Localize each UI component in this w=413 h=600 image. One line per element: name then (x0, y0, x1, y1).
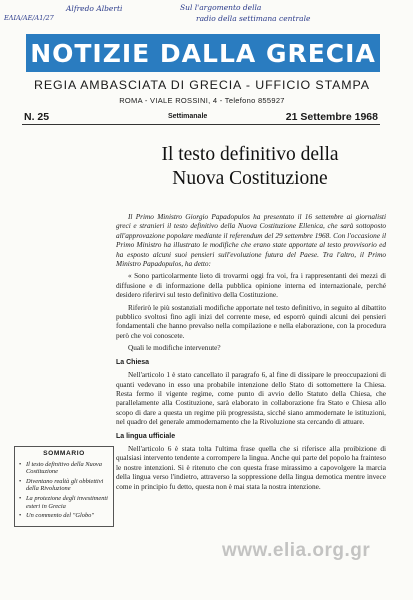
summary-title: SOMMARIO (43, 450, 85, 457)
issue-bar (22, 110, 380, 125)
masthead (26, 34, 380, 72)
publisher-address: ROMA - VIALE ROSSINI, 4 - Telefono 855927 (119, 96, 285, 105)
issue-frequency: Settimanale (168, 113, 208, 120)
bullet-icon: • (19, 494, 22, 502)
summary-item: • Diventano realtà gli obbiettivi della Rivoluzione (19, 477, 104, 493)
masthead-title: NOTIZIE DALLA GRECIA (30, 38, 376, 68)
section-heading: La lingua ufficiale (116, 432, 176, 440)
summary-box (14, 446, 114, 527)
headline-line: Il testo definitivo della (161, 144, 339, 165)
article-paragraph: Nell'articolo 1 è stato cancellato il paragrafo 6, al fine di dissipare le preoccupazioni di quanti vedevano in esso una probabile intenzione dello Stato di sottomettere la Chiesa. Resta fermo il vigente regime, come punto di avvio dello Statuto della Chiesa, che parallelamente alla Costituzione, sarà elaborato in collaborazione fra Stato e Chiesa allo scopo di dare a questa un regime più progressista, sicché siano ammodernate le istituzioni, nel quadro del generale ammodernamento che la Rivoluzione sta cercando di attuare. (116, 370, 386, 427)
issue-number: N. 25 (24, 111, 50, 123)
handwritten-note: Sul l'argomento della (180, 3, 262, 12)
bullet-icon: • (19, 477, 22, 485)
bullet-icon: • (19, 512, 22, 520)
article-headline (100, 143, 400, 191)
section-heading: La Chiesa (116, 358, 150, 366)
handwritten-notes (0, 2, 413, 36)
archive-reference: EΛΙΑ/ΑΕ/Α1/27 (4, 14, 54, 22)
issue-date: 21 Settembre 1968 (285, 111, 378, 123)
article-paragraph: Nell'articolo 6 è stata tolta l'ultima frase quella che si riferisce alla proibizione di qualsiasi intervento tendente a corrompere la lingua. Anche qui parte del popolo ha frainteso le nostre intenzioni. Si è ritenuto che con questa frase mirassimo a capovolgere la marcia della lingua verso l'indietro, attraverso la soppressione della lingua demotica mentre invece come in principio fu detto, questa non è mai stata la nostra intenzione. (116, 443, 386, 491)
summary-item: • Un commento del "Globo" (19, 512, 95, 520)
article-body (116, 212, 386, 494)
article-paragraph: Quali le modifiche intervenute? (128, 343, 221, 353)
watermark: www.elia.org.gr (222, 540, 371, 561)
publisher-line: REGIA AMBASCIATA DI GRECIA - UFFICIO STAMPA (34, 78, 370, 92)
article-intro: Il Primo Ministro Giorgio Papadopulos ha presentato il 16 settembre ai giornalisti greci e stranieri il testo definitivo della Nuova Costituzione Ellenica, che sarà sottoposto all'approvazione popolare mediante il referendum del 29 settembre 1968. Con l'occasione il Primo Ministro ha illustrato le modifiche che erano state apportate al testo provvisorio ed ha esposto alcuni suoi pensieri sull'evoluzione futura del Paese. Tra l'altro, il Primo Ministro Papadopulos, ha detto: (116, 212, 386, 269)
summary-list (19, 461, 109, 520)
article-paragraph: Riferirò le più sostanziali modifiche apportate nel testo definitivo, in seguito al dibattito pubblico svoltosi fino agli inizi del corrente mese, ed esporrò quindi alcuni dei pensieri fondamentali che hanno prevalso nella compilazione e nella elaborazione, con la procedura però che voi conoscete. (116, 302, 386, 340)
handwritten-note: Alfredo Alberti (66, 4, 123, 13)
bullet-icon: • (19, 460, 22, 468)
summary-item: • Il testo definitivo della Nuova Costituzione (19, 460, 102, 476)
headline-line: Nuova Costituzione (172, 168, 328, 189)
article-paragraph: « Sono particolarmente lieto di trovarmi oggi fra voi, fra i rappresentanti dei mezzi di diffusione e di informazione della pubblica opinione interna ed internazionale, perché desidero riferirvi sul testo definitivo della Costituzione. (116, 271, 386, 300)
handwritten-note: radio della settimana centrale (196, 14, 311, 23)
summary-item: • La protezione degli investimenti esteri in Grecia (19, 494, 108, 510)
